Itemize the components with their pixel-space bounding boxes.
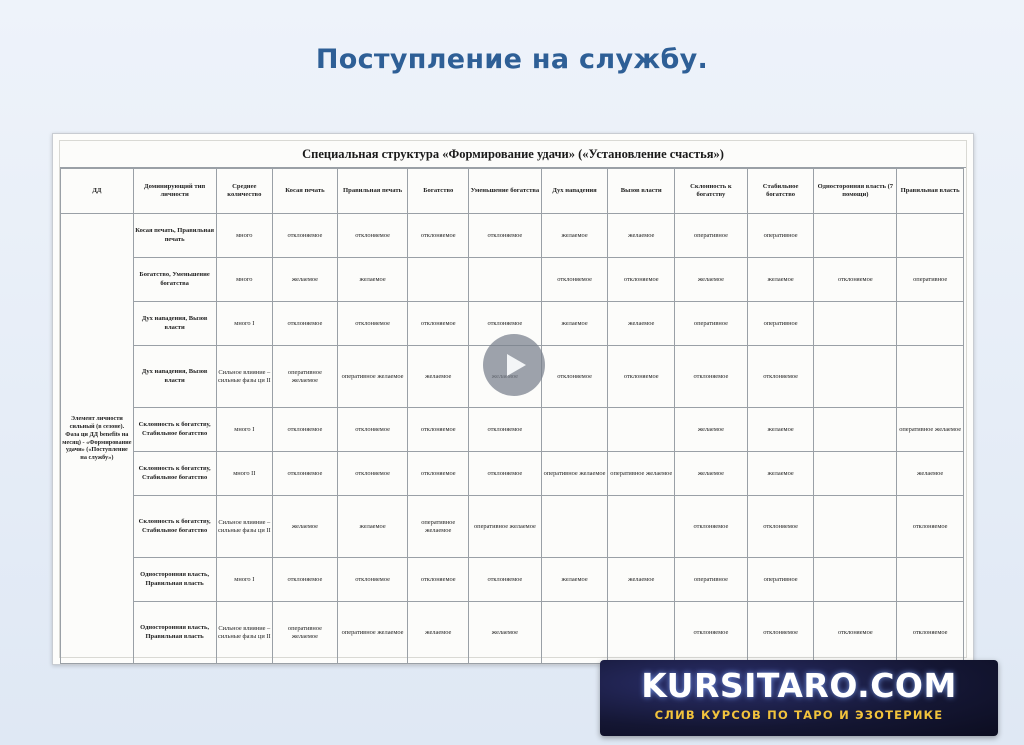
cell: отклоняемое: [469, 452, 542, 496]
col-header-attack-spirit: Дух нападения: [541, 169, 608, 214]
cell: оперативное желаемое: [469, 496, 542, 558]
row-count: много II: [216, 452, 273, 496]
cell: отклоняемое: [814, 258, 897, 302]
cell: [814, 214, 897, 258]
table-row: [61, 258, 964, 302]
cell: оперативное: [675, 558, 748, 602]
row-type: Односторонняя власть, Правильная власть: [133, 602, 216, 664]
row-type: Косая печать, Правильная печать: [133, 214, 216, 258]
cell: оперативное желаемое: [897, 408, 964, 452]
cell: желаемое: [747, 258, 814, 302]
cell: отклоняемое: [541, 346, 608, 408]
row-type: Односторонняя власть, Правильная власть: [133, 558, 216, 602]
cell: [897, 346, 964, 408]
table-row: [61, 214, 964, 258]
cell: оперативное: [747, 558, 814, 602]
table-row: [61, 602, 964, 664]
col-header-wealth-decrease: Уменьшение богатства: [469, 169, 542, 214]
col-header-dd: ДД: [61, 169, 134, 214]
row-count: много I: [216, 302, 273, 346]
col-header-correct-power: Правильная власть: [897, 169, 964, 214]
cell: отклоняемое: [675, 496, 748, 558]
cell: оперативное желаемое: [608, 452, 675, 496]
table-row: [61, 452, 964, 496]
cell: отклоняемое: [408, 452, 469, 496]
cell: отклоняемое: [541, 258, 608, 302]
table-title: Специальная структура «Формирование удачи» («Установление счастья»): [60, 141, 966, 168]
row-count: Сильное влияние – сильные фазы ци II: [216, 602, 273, 664]
cell: желаемое: [747, 452, 814, 496]
cell: [408, 258, 469, 302]
cell: отклоняемое: [273, 408, 338, 452]
cell: оперативное желаемое: [273, 346, 338, 408]
cell: отклоняемое: [408, 558, 469, 602]
cell: отклоняемое: [675, 602, 748, 664]
cell: желаемое: [675, 408, 748, 452]
cell: оперативное: [897, 258, 964, 302]
cell: [469, 258, 542, 302]
cell: отклоняемое: [273, 214, 338, 258]
cell: желаемое: [675, 452, 748, 496]
document-inner: [59, 140, 967, 658]
cell: [814, 496, 897, 558]
cell: желаемое: [608, 214, 675, 258]
page-title: Поступление на службу.: [315, 44, 709, 75]
table-row: [61, 496, 964, 558]
cell: оперативное желаемое: [541, 452, 608, 496]
cell: [814, 346, 897, 408]
cell: отклоняемое: [273, 558, 338, 602]
col-header-dominant-type: Доминирующий тип личности: [133, 169, 216, 214]
cell: [608, 408, 675, 452]
cell: отклоняемое: [747, 602, 814, 664]
cell: отклоняемое: [337, 558, 408, 602]
row-count: много: [216, 258, 273, 302]
col-header-wealth-tendency: Склонность к богатству: [675, 169, 748, 214]
cell: отклоняемое: [273, 302, 338, 346]
row-type: Склонность к богатству, Стабильное богатство: [133, 496, 216, 558]
cell: отклоняемое: [814, 602, 897, 664]
cell: отклоняемое: [337, 408, 408, 452]
cell: желаемое: [541, 302, 608, 346]
cell: [608, 602, 675, 664]
cell: желаемое: [608, 302, 675, 346]
cell: желаемое: [469, 602, 542, 664]
cell: отклоняемое: [337, 452, 408, 496]
cell: желаемое: [337, 258, 408, 302]
cell: желаемое: [608, 558, 675, 602]
row-count: много: [216, 214, 273, 258]
col-header-correct-seal: Правильная печать: [337, 169, 408, 214]
col-header-average-count: Среднее количество: [216, 169, 273, 214]
cell: желаемое: [897, 452, 964, 496]
cell: отклоняемое: [897, 496, 964, 558]
cell: отклоняемое: [747, 346, 814, 408]
cell: оперативное желаемое: [408, 496, 469, 558]
cell: отклоняемое: [469, 214, 542, 258]
cell: отклоняемое: [408, 214, 469, 258]
cell: отклоняемое: [608, 258, 675, 302]
table-header-row: [61, 169, 964, 214]
cell: отклоняемое: [608, 346, 675, 408]
col-header-wealth: Богатство: [408, 169, 469, 214]
watermark-subtitle: СЛИВ КУРСОВ ПО ТАРО И ЭЗОТЕРИКЕ: [654, 708, 944, 722]
table-row: [61, 558, 964, 602]
cell: оперативное: [675, 214, 748, 258]
cell: желаемое: [273, 496, 338, 558]
play-button[interactable]: [483, 334, 545, 396]
cell: [814, 452, 897, 496]
cell: оперативное желаемое: [273, 602, 338, 664]
cell: оперативное: [675, 302, 748, 346]
row-count: много I: [216, 558, 273, 602]
col-header-one-sided-power: Односторонняя власть (7 помощи): [814, 169, 897, 214]
cell: [814, 302, 897, 346]
cell: желаемое: [541, 214, 608, 258]
cell: отклоняемое: [469, 558, 542, 602]
row-count: Сильное влияние – сильные фазы ци II: [216, 346, 273, 408]
cell: отклоняемое: [747, 496, 814, 558]
cell: [814, 558, 897, 602]
cell: [897, 214, 964, 258]
cell: желаемое: [408, 602, 469, 664]
col-header-oblique-seal: Косая печать: [273, 169, 338, 214]
cell: желаемое: [675, 258, 748, 302]
cell: отклоняемое: [337, 214, 408, 258]
cell: оперативное: [747, 214, 814, 258]
cell: желаемое: [273, 258, 338, 302]
watermark-banner: [600, 660, 998, 736]
cell: желаемое: [408, 346, 469, 408]
table-row: [61, 408, 964, 452]
cell: отклоняемое: [408, 302, 469, 346]
cell: [814, 408, 897, 452]
row-type: Склонность к богатству, Стабильное богатство: [133, 452, 216, 496]
row-count: много I: [216, 408, 273, 452]
row-type: Дух нападения, Вызов власти: [133, 302, 216, 346]
cell: оперативное: [747, 302, 814, 346]
cell: [608, 496, 675, 558]
watermark-title: KURSITARO.COM: [641, 666, 957, 705]
cell: оперативное желаемое: [337, 346, 408, 408]
col-header-power-challenge: Вызов власти: [608, 169, 675, 214]
cell: отклоняемое: [337, 302, 408, 346]
cell: отклоняемое: [675, 346, 748, 408]
structure-table: [60, 168, 964, 664]
row-group-label: Элемент личности сильный (в сезоне). Фаза ци ДД benefits на месяц) - «Формирование удачи» («Поступление на службу»): [61, 214, 134, 664]
cell: отклоняемое: [469, 408, 542, 452]
cell: отклоняемое: [897, 602, 964, 664]
document-sheet: [52, 133, 974, 665]
cell: оперативное желаемое: [337, 602, 408, 664]
play-icon: [507, 354, 526, 376]
cell: желаемое: [747, 408, 814, 452]
cell: отклоняемое: [273, 452, 338, 496]
cell: [897, 302, 964, 346]
cell: [541, 602, 608, 664]
col-header-stable-wealth: Стабильное богатство: [747, 169, 814, 214]
cell: желаемое: [541, 558, 608, 602]
row-type: Богатство, Уменьшение богатства: [133, 258, 216, 302]
cell: отклоняемое: [408, 408, 469, 452]
cell: желаемое: [337, 496, 408, 558]
cell: [541, 496, 608, 558]
row-type: Склонность к богатству, Стабильное богатство: [133, 408, 216, 452]
row-count: Сильное влияние – сильные фазы ци II: [216, 496, 273, 558]
cell: [541, 408, 608, 452]
cell: [897, 558, 964, 602]
row-type: Дух нападения, Вызов власти: [133, 346, 216, 408]
cell: отклоняемое: [469, 302, 542, 346]
